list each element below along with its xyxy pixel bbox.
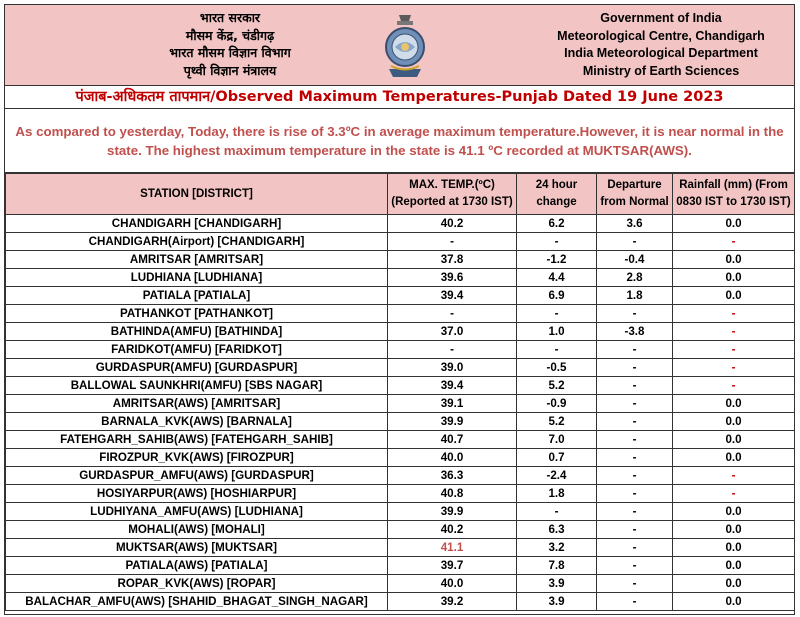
cell-rainfall: 0.0	[673, 593, 795, 611]
cell-max-temp: 39.9	[388, 503, 517, 521]
cell-rainfall: 0.0	[673, 449, 795, 467]
table-row	[6, 557, 795, 575]
table-row	[6, 521, 795, 539]
hindi-line-3: भारत मौसम विज्ञान विभाग	[169, 45, 291, 60]
cell-24h-change: 5.2	[517, 413, 597, 431]
table-row	[6, 251, 795, 269]
hindi-line-4: पृथ्वी विज्ञान मंत्रालय	[183, 62, 277, 78]
cell-max-temp: -	[388, 233, 517, 251]
table-body	[6, 215, 795, 611]
english-line-3: India Meteorological Department	[564, 46, 758, 60]
cell-24h-change: 3.9	[517, 593, 597, 611]
cell-departure: -	[597, 431, 673, 449]
table-row	[6, 575, 795, 593]
cell-24h-change: 3.9	[517, 575, 597, 593]
cell-departure: 2.8	[597, 269, 673, 287]
cell-rainfall: 0.0	[673, 269, 795, 287]
cell-station: PATIALA(AWS) [PATIALA]	[6, 557, 388, 575]
table-row	[6, 431, 795, 449]
cell-max-temp: 39.4	[388, 287, 517, 305]
cell-station: ROPAR_KVK(AWS) [ROPAR]	[6, 575, 388, 593]
report-title: पंजाब-अधिकतम तापमान/Observed Maximum Temperatures-Punjab Dated 19 June 2023	[5, 86, 794, 109]
cell-max-temp: 36.3	[388, 467, 517, 485]
cell-rainfall: 0.0	[673, 251, 795, 269]
table-header-row	[6, 174, 795, 215]
cell-24h-change: 1.0	[517, 323, 597, 341]
cell-24h-change: -	[517, 503, 597, 521]
table-row	[6, 503, 795, 521]
imd-emblem-icon	[377, 11, 433, 81]
table-row	[6, 593, 795, 611]
cell-max-temp: -	[388, 341, 517, 359]
table-row	[6, 215, 795, 233]
english-org-block	[533, 10, 789, 80]
cell-station: CHANDIGARH [CHANDIGARH]	[6, 215, 388, 233]
header-max-temp-line2: (Reported at 1730 IST)	[391, 196, 513, 208]
cell-rainfall: 0.0	[673, 395, 795, 413]
cell-rainfall: 0.0	[673, 539, 795, 557]
header-departure-line2: from Normal	[600, 196, 669, 208]
cell-max-temp: -	[388, 305, 517, 323]
header-max-temp	[388, 174, 517, 215]
header-departure	[597, 174, 673, 215]
cell-rainfall: -	[673, 467, 795, 485]
cell-station: FIROZPUR_KVK(AWS) [FIROZPUR]	[6, 449, 388, 467]
cell-24h-change: 1.8	[517, 485, 597, 503]
cell-24h-change: 0.7	[517, 449, 597, 467]
cell-max-temp: 39.6	[388, 269, 517, 287]
cell-rainfall: 0.0	[673, 575, 795, 593]
table-row	[6, 359, 795, 377]
cell-rainfall: 0.0	[673, 503, 795, 521]
cell-station: BARNALA_KVK(AWS) [BARNALA]	[6, 413, 388, 431]
cell-rainfall: 0.0	[673, 557, 795, 575]
cell-max-temp: 39.9	[388, 413, 517, 431]
cell-station: BALACHAR_AMFU(AWS) [SHAHID_BHAGAT_SINGH_NAGAR]	[6, 593, 388, 611]
table-row	[6, 341, 795, 359]
cell-rainfall: -	[673, 377, 795, 395]
table-row	[6, 269, 795, 287]
cell-departure: -	[597, 305, 673, 323]
header-rainfall	[673, 174, 795, 215]
header-change-line1: 24 hour	[535, 179, 578, 191]
cell-departure: -	[597, 413, 673, 431]
report-summary: As compared to yesterday, Today, there is rise of 3.3ºC in average maximum temperature.However, it is near normal in the state. The highest maximum temperature in the state is 41.1 ºC recorded at MUKTSAR(AWS).	[5, 109, 794, 173]
table-row	[6, 467, 795, 485]
cell-max-temp: 39.7	[388, 557, 517, 575]
cell-rainfall: -	[673, 323, 795, 341]
table-row	[6, 539, 795, 557]
cell-max-temp: 39.1	[388, 395, 517, 413]
cell-departure: -	[597, 521, 673, 539]
cell-rainfall: 0.0	[673, 413, 795, 431]
header-rainfall-line1: Rainfall (mm) (From	[679, 179, 788, 191]
cell-24h-change: -1.2	[517, 251, 597, 269]
cell-station: BALLOWAL SAUNKHRI(AMFU) [SBS NAGAR]	[6, 377, 388, 395]
cell-departure: -	[597, 593, 673, 611]
header-change	[517, 174, 597, 215]
cell-max-temp: 39.0	[388, 359, 517, 377]
table-row	[6, 449, 795, 467]
english-line-2: Meteorological Centre, Chandigarh	[557, 28, 765, 43]
cell-departure: -	[597, 233, 673, 251]
cell-station: MOHALI(AWS) [MOHALI]	[6, 521, 388, 539]
report-header	[5, 5, 794, 86]
header-rainfall-line2: 0830 IST to 1730 IST)	[676, 196, 791, 208]
cell-station: GURDASPUR_AMFU(AWS) [GURDASPUR]	[6, 467, 388, 485]
cell-station: FATEHGARH_SAHIB(AWS) [FATEHGARH_SAHIB]	[6, 431, 388, 449]
cell-departure: -	[597, 449, 673, 467]
header-max-temp-line1: MAX. TEMP.(ºC)	[409, 179, 495, 191]
cell-station: PATIALA [PATIALA]	[6, 287, 388, 305]
cell-station: LUDHIANA [LUDHIANA]	[6, 269, 388, 287]
table-row	[6, 395, 795, 413]
cell-max-temp: 41.1	[388, 539, 517, 557]
cell-24h-change: 6.9	[517, 287, 597, 305]
cell-24h-change: 7.0	[517, 431, 597, 449]
cell-departure: -0.4	[597, 251, 673, 269]
cell-24h-change: 6.2	[517, 215, 597, 233]
cell-24h-change: -0.9	[517, 395, 597, 413]
header-station: STATION [DISTRICT]	[6, 174, 388, 215]
cell-departure: 1.8	[597, 287, 673, 305]
table-row	[6, 413, 795, 431]
cell-departure: 3.6	[597, 215, 673, 233]
hindi-line-2: मौसम केंद्र, चंडीगढ़	[185, 27, 275, 43]
cell-rainfall: 0.0	[673, 215, 795, 233]
cell-station: AMRITSAR [AMRITSAR]	[6, 251, 388, 269]
english-line-4: Ministry of Earth Sciences	[582, 63, 740, 78]
cell-rainfall: -	[673, 341, 795, 359]
cell-station: FARIDKOT(AMFU) [FARIDKOT]	[6, 341, 388, 359]
cell-station: AMRITSAR(AWS) [AMRITSAR]	[6, 395, 388, 413]
cell-rainfall: 0.0	[673, 521, 795, 539]
cell-24h-change: 6.3	[517, 521, 597, 539]
table-row	[6, 305, 795, 323]
cell-24h-change: -	[517, 341, 597, 359]
cell-departure: -	[597, 539, 673, 557]
english-line-1: Government of India	[600, 11, 722, 25]
cell-max-temp: 40.0	[388, 449, 517, 467]
cell-departure: -	[597, 557, 673, 575]
cell-rainfall: -	[673, 305, 795, 323]
cell-24h-change: -0.5	[517, 359, 597, 377]
weather-report-document	[4, 4, 795, 615]
cell-departure: -	[597, 485, 673, 503]
table-row	[6, 287, 795, 305]
cell-max-temp: 40.0	[388, 575, 517, 593]
cell-rainfall: -	[673, 485, 795, 503]
cell-departure: -	[597, 503, 673, 521]
cell-max-temp: 37.0	[388, 323, 517, 341]
table-row	[6, 323, 795, 341]
cell-rainfall: -	[673, 233, 795, 251]
cell-rainfall: 0.0	[673, 287, 795, 305]
header-change-line2: change	[536, 196, 577, 208]
cell-24h-change: 7.8	[517, 557, 597, 575]
cell-max-temp: 39.4	[388, 377, 517, 395]
cell-rainfall: 0.0	[673, 431, 795, 449]
cell-departure: -	[597, 341, 673, 359]
cell-max-temp: 40.2	[388, 215, 517, 233]
cell-max-temp: 40.2	[388, 521, 517, 539]
cell-departure: -	[597, 575, 673, 593]
cell-rainfall: -	[673, 359, 795, 377]
cell-max-temp: 37.8	[388, 251, 517, 269]
table-row	[6, 233, 795, 251]
table-row	[6, 377, 795, 395]
cell-departure: -	[597, 377, 673, 395]
cell-24h-change: 5.2	[517, 377, 597, 395]
cell-24h-change: 4.4	[517, 269, 597, 287]
hindi-org-block	[95, 9, 365, 79]
cell-24h-change: -	[517, 305, 597, 323]
cell-24h-change: -	[517, 233, 597, 251]
cell-max-temp: 40.7	[388, 431, 517, 449]
cell-departure: -	[597, 359, 673, 377]
cell-station: LUDHIYANA_AMFU(AWS) [LUDHIANA]	[6, 503, 388, 521]
cell-max-temp: 40.8	[388, 485, 517, 503]
hindi-line-1: भारत सरकार	[199, 10, 261, 25]
cell-station: CHANDIGARH(Airport) [CHANDIGARH]	[6, 233, 388, 251]
cell-max-temp: 39.2	[388, 593, 517, 611]
cell-departure: -3.8	[597, 323, 673, 341]
header-departure-line1: Departure	[607, 179, 662, 191]
table-row	[6, 485, 795, 503]
cell-station: PATHANKOT [PATHANKOT]	[6, 305, 388, 323]
temperature-table	[5, 173, 795, 611]
cell-station: HOSIYARPUR(AWS) [HOSHIARPUR]	[6, 485, 388, 503]
cell-departure: -	[597, 395, 673, 413]
cell-station: MUKTSAR(AWS) [MUKTSAR]	[6, 539, 388, 557]
cell-24h-change: 3.2	[517, 539, 597, 557]
cell-departure: -	[597, 467, 673, 485]
cell-station: GURDASPUR(AMFU) [GURDASPUR]	[6, 359, 388, 377]
cell-station: BATHINDA(AMFU) [BATHINDA]	[6, 323, 388, 341]
cell-24h-change: -2.4	[517, 467, 597, 485]
